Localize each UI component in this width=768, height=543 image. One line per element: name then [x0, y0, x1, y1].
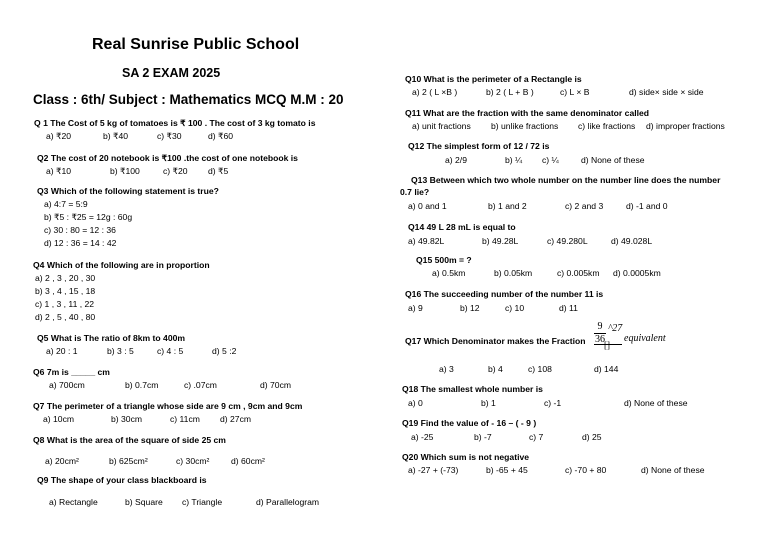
q1-option-d: d) ₹60 — [208, 131, 234, 141]
q2-option-a: a) ₹10 — [46, 166, 72, 176]
q12-option-b: b) ¼ — [505, 155, 523, 165]
q7-option-b: b) 30cm — [111, 414, 143, 424]
question-20: Q20 Which sum is not negative — [402, 452, 530, 462]
question-17: Q17 Which Denominator makes the Fraction — [405, 336, 586, 346]
question-10: Q10 What is the perimeter of a Rectangle is — [405, 74, 582, 84]
q17-fraction-denominator: 36 — [595, 334, 605, 345]
q3-option-a: a) 4:7 = 5:9 — [44, 199, 88, 209]
question-5: Q5 What is The ratio of 8km to 400m — [37, 333, 186, 343]
question-15: Q15 500m = ? — [416, 255, 472, 265]
q5-option-d: d) 5 :2 — [212, 346, 237, 356]
q14-option-b: b) 49.28L — [482, 236, 519, 246]
q6-option-c: c) .07cm — [184, 380, 217, 390]
q2-option-d: d) ₹5 — [208, 166, 229, 176]
q1-option-b: b) ₹40 — [103, 131, 129, 141]
q9-option-d: d) Parallelogram — [256, 497, 320, 507]
q4-option-b: b) 3 , 4 , 15 , 18 — [35, 286, 96, 296]
q15-option-d: d) 0.0005km — [613, 268, 661, 278]
school-name: Real Sunrise Public School — [92, 36, 300, 53]
q16-option-a: a) 9 — [408, 303, 423, 313]
q15-option-c: c) 0.005km — [557, 268, 600, 278]
question-4: Q4 Which of the following are in proportion — [33, 260, 210, 270]
q20-option-c: c) -70 + 80 — [565, 465, 607, 475]
q10-option-d: d) side× side × side — [629, 87, 704, 97]
q2-option-b: b) ₹100 — [110, 166, 140, 176]
question-18: Q18 The smallest whole number is — [402, 384, 543, 394]
q8-option-b: b) 625cm² — [109, 456, 148, 466]
question-7: Q7 The perimeter of a triangle whose side are 9 cm , 9cm and 9cm — [33, 401, 303, 411]
q17-equivalent-label: equivalent — [624, 333, 666, 344]
q11-option-b: b) unlike fractions — [491, 121, 559, 131]
exam-title: SA 2 EXAM 2025 — [122, 66, 221, 80]
q17-fraction-exponent: ^27 — [608, 323, 623, 334]
q20-option-d: d) None of these — [641, 465, 705, 475]
q9-option-a: a) Rectangle — [49, 497, 98, 507]
q14-option-d: d) 49.028L — [611, 236, 653, 246]
q18-option-b: b) 1 — [481, 398, 496, 408]
q17-fraction-numerator: 9 — [597, 321, 603, 332]
q6-option-b: b) 0.7cm — [125, 380, 159, 390]
question-2: Q2 The cost of 20 notebook is ₹100 .the cost of one notebook is — [37, 153, 298, 163]
q5-option-c: c) 4 : 5 — [157, 346, 184, 356]
q8-option-a: a) 20cm² — [45, 456, 79, 466]
q16-option-c: c) 10 — [505, 303, 525, 313]
q6-option-a: a) 700cm — [49, 380, 85, 390]
q6-option-d: d) 70cm — [260, 380, 292, 390]
question-8: Q8 What is the area of the square of side 25 cm — [33, 435, 226, 445]
q3-option-b: b) ₹5 : ₹25 = 12g : 60g — [44, 212, 133, 222]
q18-option-c: c) -1 — [544, 398, 562, 408]
q19-option-a: a) -25 — [411, 432, 434, 442]
q13-option-d: d) -1 and 0 — [626, 201, 668, 211]
q9-option-c: c) Triangle — [182, 497, 223, 507]
q19-option-c: c) 7 — [529, 432, 544, 442]
q1-option-a: a) ₹20 — [46, 131, 72, 141]
q10-option-a: a) 2 ( L ×B ) — [412, 87, 458, 97]
q20-option-b: b) -65 + 45 — [486, 465, 528, 475]
q10-option-b: b) 2 ( L + B ) — [486, 87, 534, 97]
q18-option-a: a) 0 — [408, 398, 423, 408]
question-13-cont: 0.7 lie? — [400, 187, 430, 197]
q5-option-b: b) 3 : 5 — [107, 346, 134, 356]
q17-blank-box: [] — [604, 340, 610, 350]
q17-option-d: d) 144 — [594, 364, 619, 374]
q12-option-d: d) None of these — [581, 155, 645, 165]
q16-option-b: b) 12 — [460, 303, 480, 313]
q14-option-a: a) 49.82L — [408, 236, 445, 246]
q15-option-a: a) 0.5km — [432, 268, 466, 278]
question-13: Q13 Between which two whole number on the number line does the number — [411, 175, 721, 185]
q10-option-c: c) L × B — [560, 87, 590, 97]
q19-option-b: b) -7 — [474, 432, 492, 442]
q7-option-d: d) 27cm — [220, 414, 252, 424]
q7-option-c: c) 11cm — [170, 414, 200, 424]
q11-option-c: c) like fractions — [578, 121, 636, 131]
q11-option-a: a) unit fractions — [412, 121, 471, 131]
q19-option-d: d) 25 — [582, 432, 602, 442]
q17-fraction — [594, 321, 684, 357]
q17-option-b: b) 4 — [488, 364, 503, 374]
q4-option-c: c) 1 , 3 , 11 , 22 — [35, 299, 95, 309]
question-1: Q 1 The Cost of 5 kg of tomatoes is ₹ 100 . The cost of 3 kg tomato is — [34, 118, 316, 128]
q13-option-a: a) 0 and 1 — [408, 201, 447, 211]
question-9: Q9 The shape of your class blackboard is — [37, 475, 207, 485]
class-subject-line: Class : 6th/ Subject : Mathematics MCQ M.M : 20 — [33, 92, 344, 107]
q14-option-c: c) 49.280L — [547, 236, 588, 246]
q8-option-d: d) 60cm² — [231, 456, 265, 466]
question-12: Q12 The simplest form of 12 / 72 is — [408, 141, 550, 151]
question-3: Q3 Which of the following statement is true? — [37, 186, 219, 196]
question-19: Q19 Find the value of - 16 – ( - 9 ) — [402, 418, 537, 428]
q2-option-c: c) ₹20 — [163, 166, 188, 176]
q20-option-a: a) -27 + (-73) — [408, 465, 459, 475]
q5-option-a: a) 20 : 1 — [46, 346, 78, 356]
q1-option-c: c) ₹30 — [157, 131, 182, 141]
question-16: Q16 The succeeding number of the number 11 is — [405, 289, 604, 299]
q16-option-d: d) 11 — [559, 303, 578, 313]
q13-option-b: b) 1 and 2 — [488, 201, 527, 211]
q18-option-d: d) None of these — [624, 398, 688, 408]
question-11: Q11 What are the fraction with the same denominator called — [405, 108, 650, 118]
q3-option-c: c) 30 : 80 = 12 : 36 — [44, 225, 116, 235]
q3-option-d: d) 12 : 36 = 14 : 42 — [44, 238, 117, 248]
q7-option-a: a) 10cm — [43, 414, 75, 424]
q17-option-a: a) 3 — [439, 364, 454, 374]
question-14: Q14 49 L 28 mL is equal to — [408, 222, 516, 232]
question-6: Q6 7m is _____ cm — [33, 367, 110, 377]
q13-option-c: c) 2 and 3 — [565, 201, 604, 211]
q4-option-a: a) 2 , 3 , 20 , 30 — [35, 273, 96, 283]
q9-option-b: b) Square — [125, 497, 163, 507]
q4-option-d: d) 2 , 5 , 40 , 80 — [35, 312, 96, 322]
q12-option-c: c) ¼ — [542, 155, 559, 165]
q12-option-a: a) 2/9 — [445, 155, 467, 165]
q8-option-c: c) 30cm² — [176, 456, 210, 466]
q15-option-b: b) 0.05km — [494, 268, 533, 278]
q11-option-d: d) improper fractions — [646, 121, 725, 131]
q17-option-c: c) 108 — [528, 364, 552, 374]
